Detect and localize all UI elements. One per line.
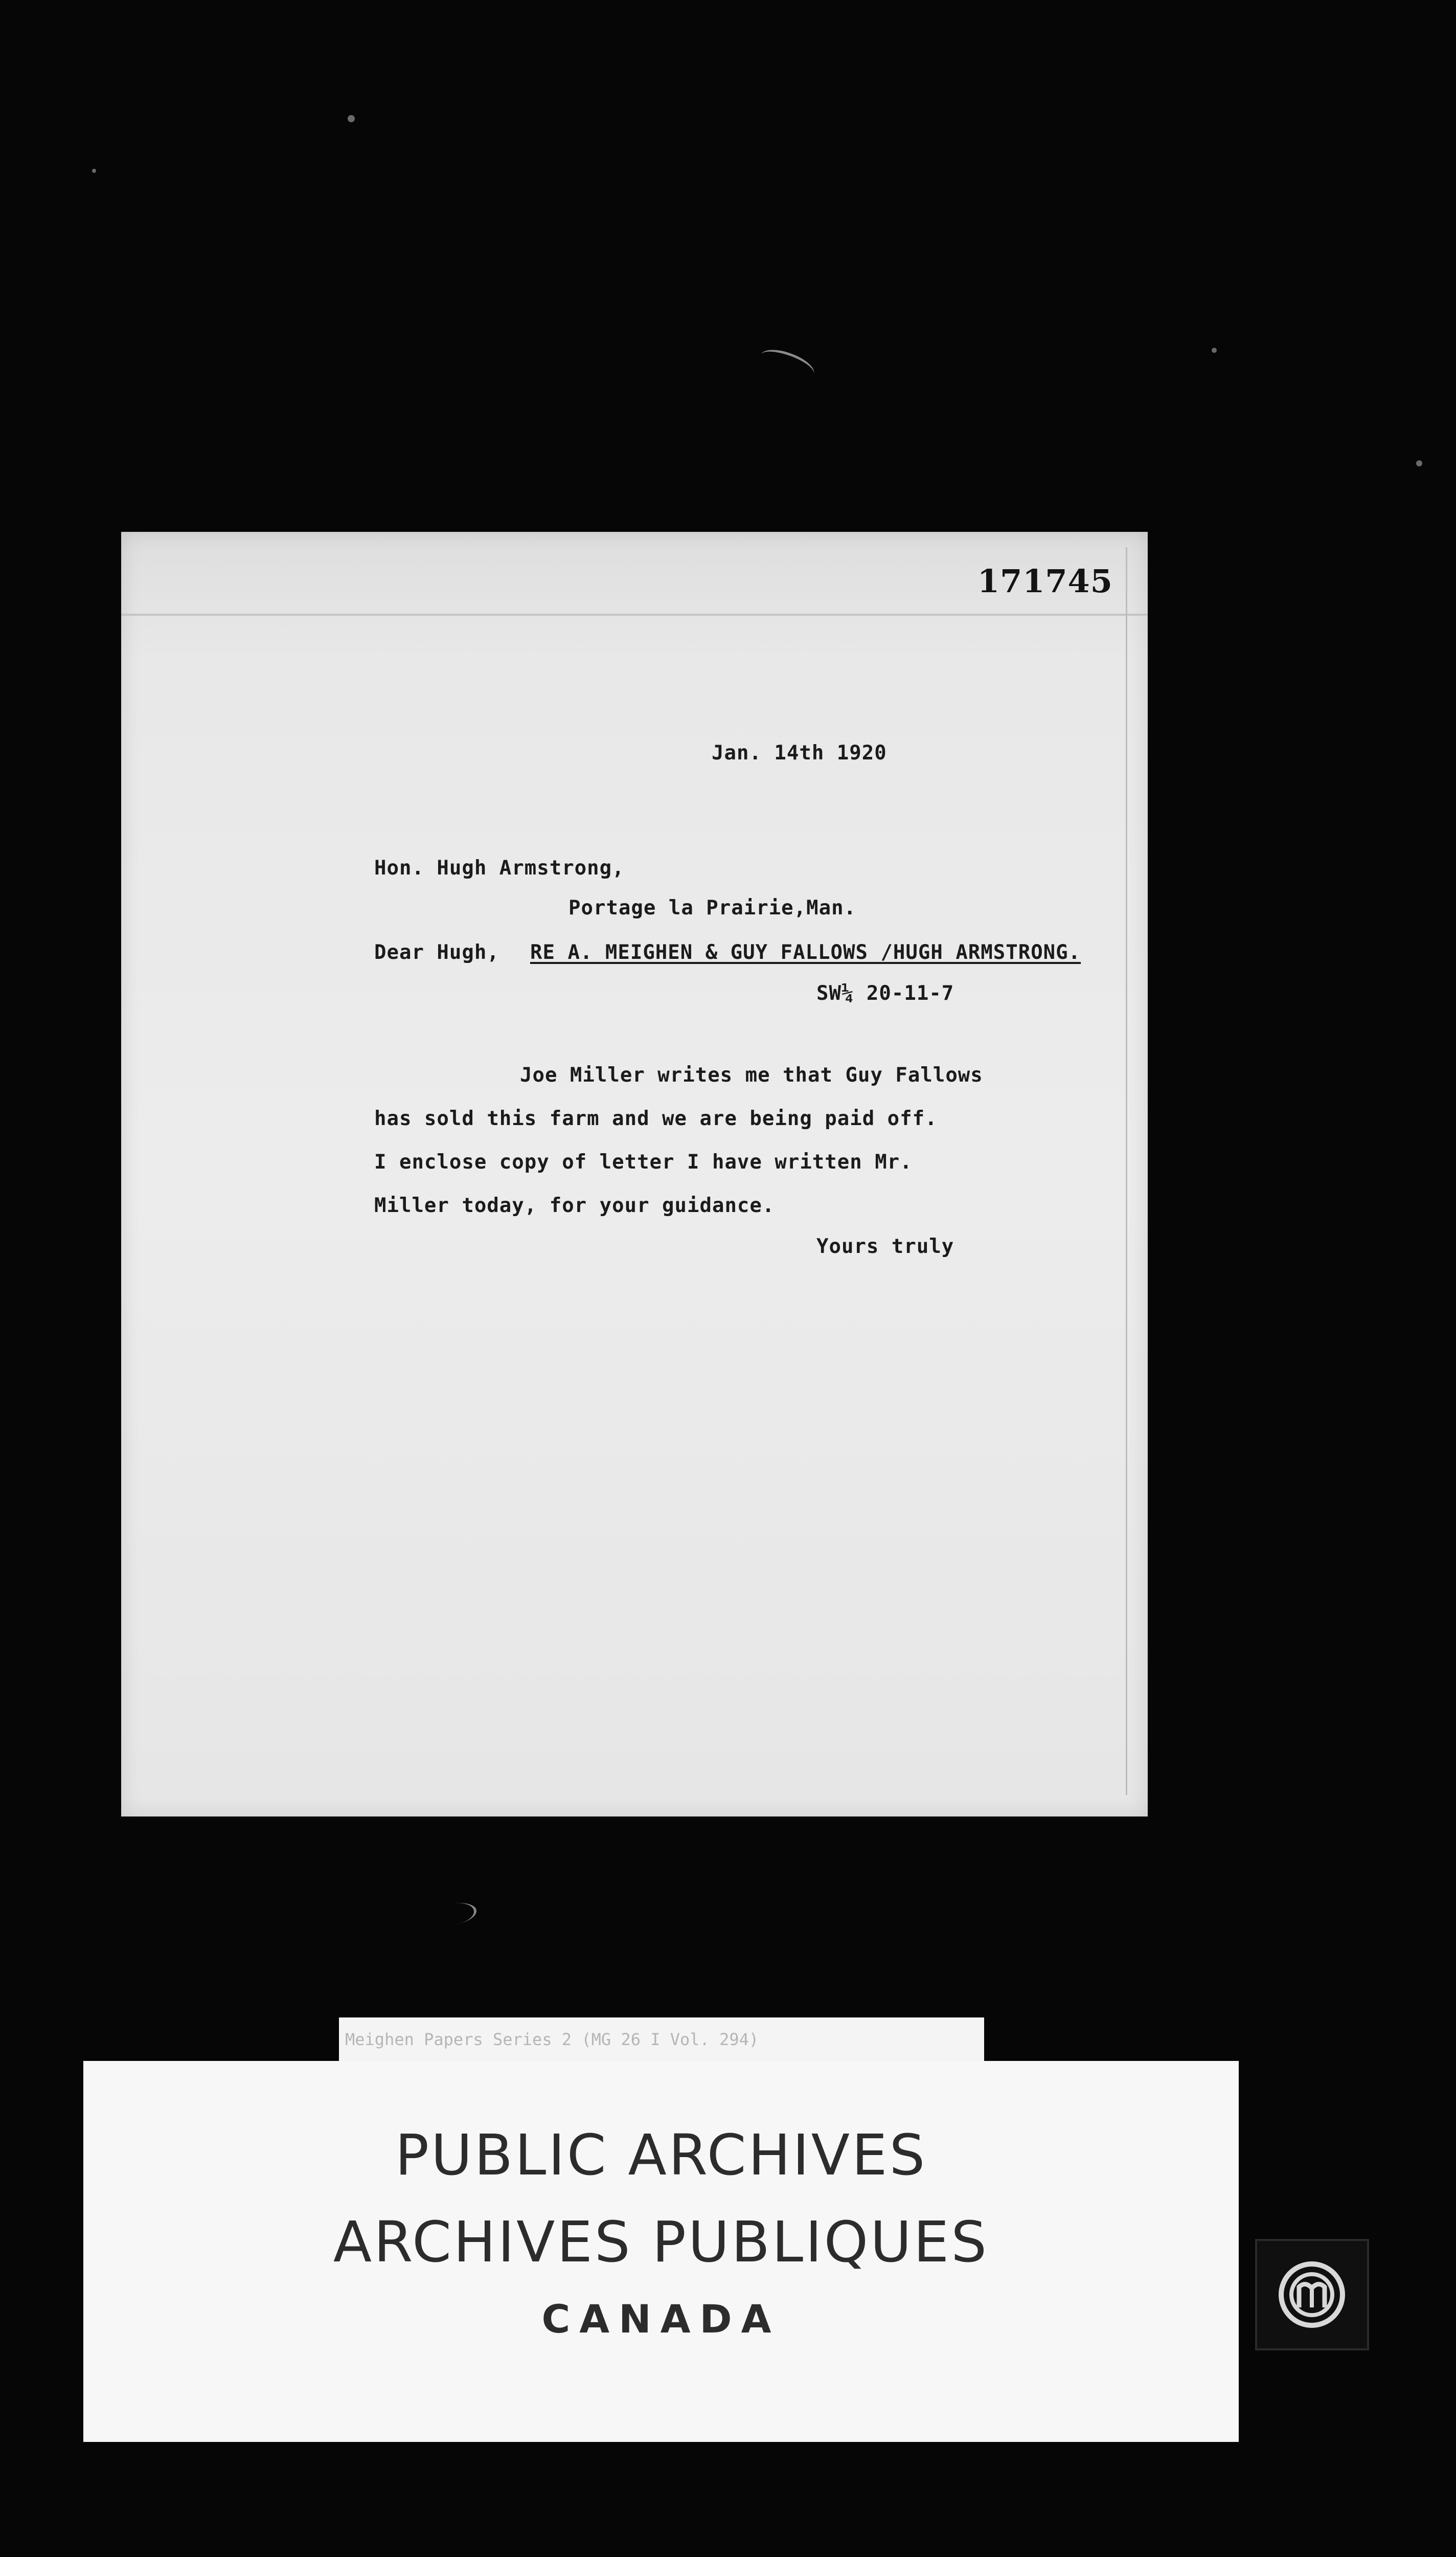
film-speck — [1212, 348, 1217, 353]
document-number: 171745 — [977, 563, 1113, 600]
archive-label — [83, 2061, 1239, 2442]
body-line: Miller today, for your guidance. — [374, 1194, 775, 1217]
film-scratch — [757, 344, 818, 385]
recipient-place: Portage la Prairie,Man. — [568, 896, 857, 919]
catalog-slip — [339, 2017, 984, 2066]
microfilm-logo-icon — [1255, 2239, 1369, 2350]
slip-text: Meighen Papers Series 2 (MG 26 I Vol. 294) — [345, 2030, 759, 2049]
film-speck — [1416, 460, 1422, 466]
body-line: has sold this farm and we are being paid off. — [374, 1107, 938, 1130]
recipient-name: Hon. Hugh Armstrong, — [374, 857, 625, 880]
salutation: Dear Hugh, — [374, 941, 499, 964]
land-reference: SW¼ 20-11-7 — [816, 982, 954, 1005]
closing: Yours truly — [816, 1235, 954, 1258]
archive-label-line-1: PUBLIC ARCHIVES — [395, 2122, 927, 2188]
film-scratch — [432, 1900, 479, 1927]
body-line: Joe Miller writes me that Guy Fallows — [520, 1064, 983, 1087]
letter-date: Jan. 14th 1920 — [712, 742, 887, 765]
archive-label-line-2: ARCHIVES PUBLIQUES — [333, 2209, 989, 2275]
microfilm-logo-graphic — [1257, 2241, 1367, 2348]
re-line: RE A. MEIGHEN & GUY FALLOWS /HUGH ARMSTRONG. — [530, 941, 1081, 964]
film-speck — [92, 169, 96, 173]
page-edge-line — [1126, 547, 1127, 1795]
page-fold-line — [121, 614, 1148, 616]
film-speck — [348, 115, 355, 122]
archive-label-line-3: CANADA — [541, 2296, 781, 2342]
body-line: I enclose copy of letter I have written Mr. — [374, 1151, 913, 1174]
letter-page — [121, 532, 1148, 1816]
